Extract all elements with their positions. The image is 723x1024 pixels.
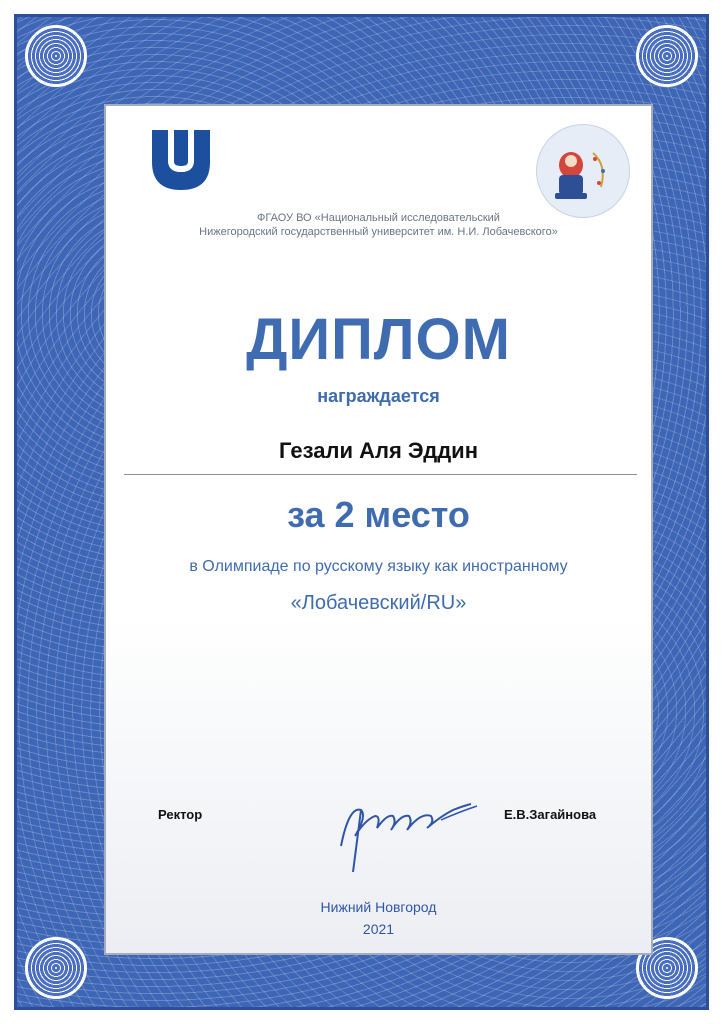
university-name	[106, 211, 651, 239]
corner-rosette-bottom-left	[25, 937, 87, 999]
decorative-border-frame	[14, 14, 709, 1010]
university-line-1: ФГАОУ ВО «Национальный исследовательский	[257, 212, 500, 224]
corner-rosette-top-right	[636, 25, 698, 87]
rector-name: Е.В.Загайнова	[504, 807, 597, 822]
diploma-title: ДИПЛОМ	[246, 307, 511, 372]
unn-logo-icon	[146, 124, 216, 194]
olympiad-description: в Олимпиаде по русскому языку как иностранному	[189, 558, 568, 575]
matryoshka-emblem-icon	[536, 124, 630, 218]
certificate-panel	[104, 104, 653, 955]
event-name: «Лобачевский/RU»	[290, 592, 467, 614]
year-label: 2021	[362, 921, 395, 937]
awarded-label: награждается	[317, 386, 440, 406]
city-label: Нижний Новгород	[320, 899, 437, 915]
place-award: за 2 место	[287, 494, 470, 535]
university-line-2: Нижегородский государственный университет им. Н.И. Лобачевского»	[199, 226, 558, 238]
corner-rosette-top-left	[25, 25, 87, 87]
rector-title: Ректор	[158, 807, 203, 822]
rector-signature	[331, 776, 481, 876]
name-underline	[124, 474, 637, 475]
recipient-name: Гезали Аля Эддин	[279, 438, 478, 463]
